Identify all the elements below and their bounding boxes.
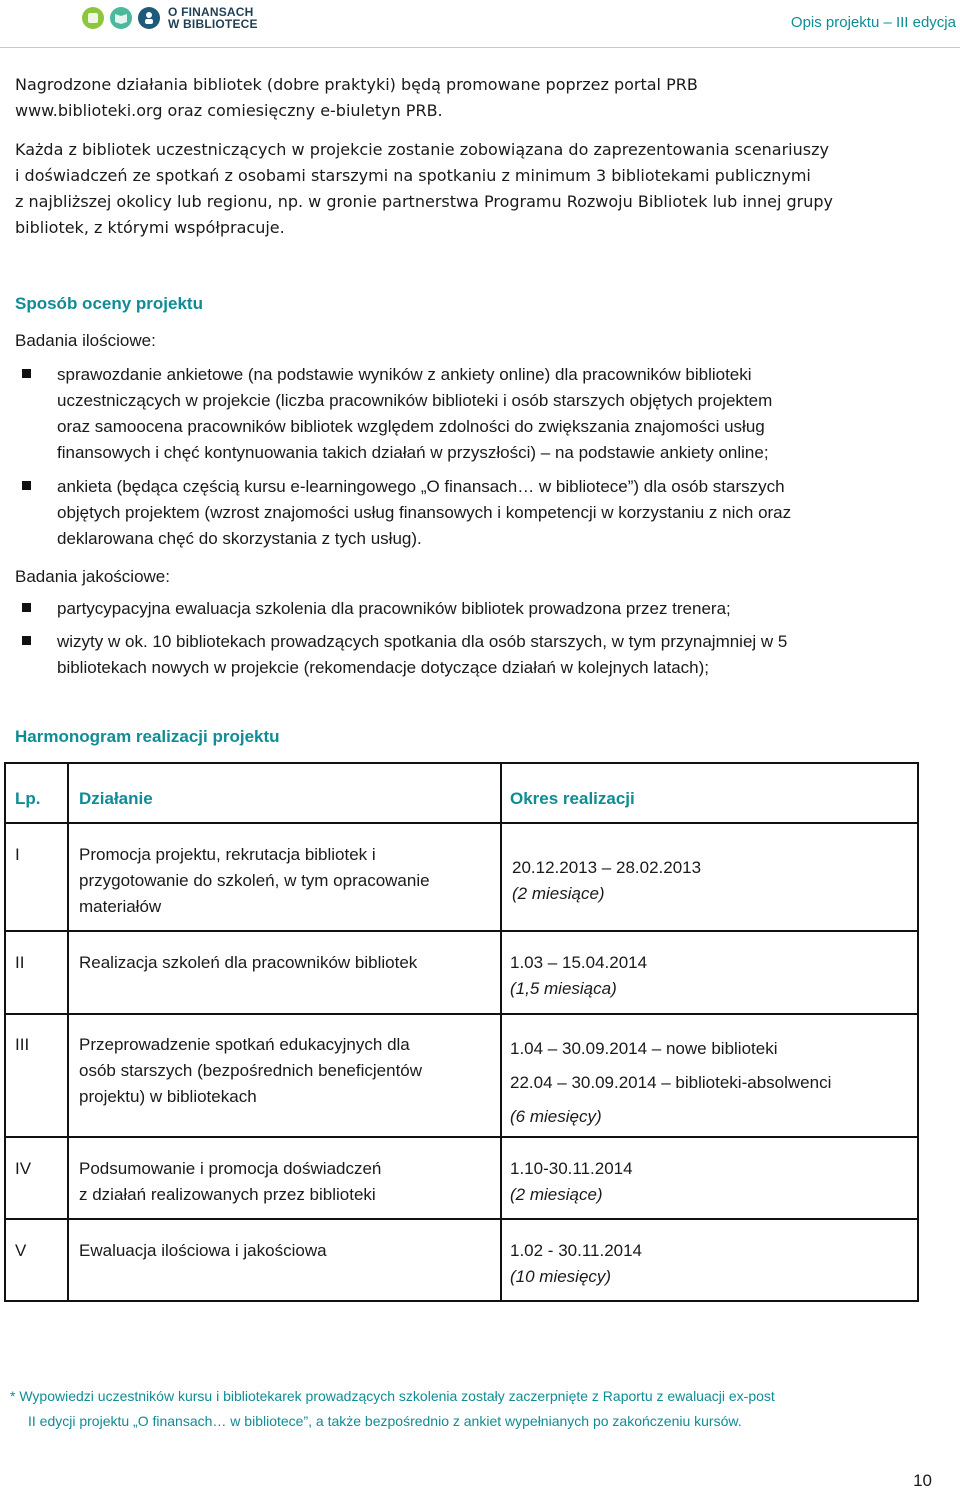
logo-coin-icon	[82, 7, 104, 29]
quant-item-1-line: uczestniczących w projekcie (liczba pracowników biblioteki i osób starszych objętych projektem	[57, 391, 773, 410]
intro-p2-line1: Każda z bibliotek uczestniczących w projekcie zostanie zobowiązana do zaprezentowania scenariuszy	[15, 140, 829, 159]
table-row-period	[510, 950, 647, 1002]
intro-p1-line1: Nagrodzone działania bibliotek (dobre praktyki) będą promowane poprzez portal PRB	[15, 75, 698, 94]
intro-p2-line2: i doświadczeń ze spotkań z osobami starszymi na spotkaniu z minimum 3 bibliotekami publicznymi	[15, 166, 811, 185]
table-border-bottom	[4, 1300, 919, 1302]
action-line: projektu) w bibliotekach	[79, 1087, 257, 1106]
logo	[82, 3, 258, 33]
period-duration: (2 miesiące)	[512, 884, 605, 903]
table-row-period	[512, 855, 701, 907]
bullet-square	[22, 603, 31, 612]
table-row-period	[510, 1238, 642, 1290]
table-row-action	[79, 842, 430, 920]
logo-person-icon	[138, 7, 160, 29]
period-duration: (2 miesiące)	[510, 1185, 603, 1204]
schedule-heading: Harmonogram realizacji projektu	[15, 727, 280, 746]
table-row-lp: III	[15, 1035, 30, 1054]
action-line: Promocja projektu, rekrutacja bibliotek i	[79, 845, 376, 864]
table-row-period	[510, 1156, 633, 1208]
table-row-action	[79, 950, 417, 976]
period-line: 1.10-30.11.2014	[510, 1159, 633, 1178]
intro-paragraph-2	[15, 137, 955, 241]
table-row-divider	[4, 1218, 919, 1220]
table-row-divider	[4, 1013, 919, 1015]
header-divider	[0, 47, 960, 48]
header-document-title: Opis projektu – III edycja	[790, 14, 956, 31]
intro-paragraph-1	[15, 72, 698, 124]
action-line: Ewaluacja ilościowa i jakościowa	[79, 1241, 327, 1260]
bullet-square	[22, 636, 31, 645]
table-col-divider	[67, 762, 69, 1302]
table-row-divider	[4, 1136, 919, 1138]
intro-p1-line2: www.biblioteki.org oraz comiesięczny e-biuletyn PRB.	[15, 101, 443, 120]
period-duration: (10 miesięcy)	[510, 1267, 612, 1286]
action-line: osób starszych (bezpośrednich beneficjentów	[79, 1061, 423, 1080]
logo-line2: W BIBLIOTECE	[168, 17, 258, 31]
table-row-lp: II	[15, 953, 25, 972]
action-line: materiałów	[79, 897, 162, 916]
table-row-action	[79, 1156, 381, 1208]
quant-item-1-line: sprawozdanie ankietowe (na podstawie wyników z ankiety online) dla pracowników biblioteki	[57, 365, 752, 384]
quant-label: Badania ilościowe:	[15, 331, 156, 350]
evaluation-heading: Sposób oceny projektu	[15, 294, 203, 313]
quant-item-2-line: ankieta (będąca częścią kursu e-learningowego „O finansach… w bibliotece”) dla osób starszych	[57, 477, 785, 496]
bullet-square	[22, 369, 31, 378]
table-row-period	[510, 1032, 831, 1134]
table-row-action	[79, 1238, 327, 1264]
intro-p2-line4: bibliotek, z którymi współpracuje.	[15, 218, 285, 237]
quant-item-2	[57, 474, 937, 552]
logo-book-icon	[110, 7, 132, 29]
period-duration: (1,5 miesiąca)	[510, 979, 617, 998]
logo-line1: O FINANSACH	[168, 5, 254, 19]
action-line: z działań realizowanych przez biblioteki	[79, 1185, 376, 1204]
table-row-action	[79, 1032, 422, 1110]
page-header	[0, 0, 960, 50]
qual-item-2-line: wizyty w ok. 10 bibliotekach prowadzących spotkania dla osób starszych, w tym przynajmniej w 5	[57, 632, 788, 651]
table-header-period: Okres realizacji	[510, 789, 635, 808]
table-border-left	[4, 762, 6, 1302]
action-line: przygotowanie do szkoleń, w tym opracowanie	[79, 871, 430, 890]
qual-item-2	[57, 629, 937, 681]
table-row-lp: IV	[15, 1159, 32, 1178]
footnote-line1: * Wypowiedzi uczestników kursu i bibliotekarek prowadzących szkolenia zostały zaczerpnięte z Raportu z ewaluacji ex-post	[10, 1388, 775, 1404]
table-header-action: Działanie	[79, 789, 153, 808]
table-border-right	[917, 762, 919, 1302]
quant-item-1-line: oraz samoocena pracowników bibliotek względem zdolności do zwiększania znajomości usług	[57, 417, 765, 436]
action-line: Podsumowanie i promocja doświadczeń	[79, 1159, 382, 1178]
period-line: 1.02 - 30.11.2014	[510, 1241, 643, 1260]
quant-item-2-line: objętych projektem (wzrost znajomości usług finansowych i kompetencji w korzystaniu z nich oraz	[57, 503, 792, 522]
qual-item-1	[57, 596, 937, 622]
table-row-lp: V	[15, 1241, 27, 1260]
action-line: Realizacja szkoleń dla pracowników bibliotek	[79, 953, 418, 972]
page-number: 10	[913, 1471, 932, 1490]
table-row-lp: I	[15, 845, 20, 864]
period-line: 1.03 – 15.04.2014	[510, 953, 648, 972]
period-duration: (6 miesięcy)	[510, 1107, 602, 1126]
footnote-line2: II edycji projektu „O finansach… w bibliotece”, a także bezpośrednio z ankiet wypełnianych po zakończeniu kursów.	[28, 1413, 742, 1429]
table-border-top	[4, 762, 919, 764]
table-col-divider	[500, 762, 502, 1302]
qual-label: Badania jakościowe:	[15, 567, 170, 586]
qual-item-2-line: bibliotekach nowych w projekcie (rekomendacje dotyczące działań w kolejnych latach);	[57, 658, 709, 677]
period-line: 1.04 – 30.09.2014 – nowe biblioteki	[510, 1039, 778, 1058]
bullet-square	[22, 481, 31, 490]
table-row-divider	[4, 822, 919, 824]
qual-item-1-line: partycypacyjna ewaluacja szkolenia dla pracowników bibliotek prowadzona przez trenera;	[57, 599, 731, 618]
period-line: 22.04 – 30.09.2014 – biblioteki-absolwenci	[510, 1073, 832, 1092]
quant-item-2-line: deklarowana chęć do skorzystania z tych usług).	[57, 529, 422, 548]
quant-item-1-line: finansowych i chęć kontynuowania takich działań w przyszłości) – na podstawie ankiety online;	[57, 443, 769, 462]
table-header-lp: Lp.	[15, 789, 41, 808]
period-line: 20.12.2013 – 28.02.2013	[512, 858, 702, 877]
schedule-table	[4, 762, 919, 1302]
table-row-divider	[4, 930, 919, 932]
logo-text	[168, 6, 258, 30]
action-line: Przeprowadzenie spotkań edukacyjnych dla	[79, 1035, 410, 1054]
quant-item-1	[57, 362, 937, 466]
intro-p2-line3: z najbliższej okolicy lub regionu, np. w gronie partnerstwa Programu Rozwoju Bibliotek lub innej grupy	[15, 192, 833, 211]
